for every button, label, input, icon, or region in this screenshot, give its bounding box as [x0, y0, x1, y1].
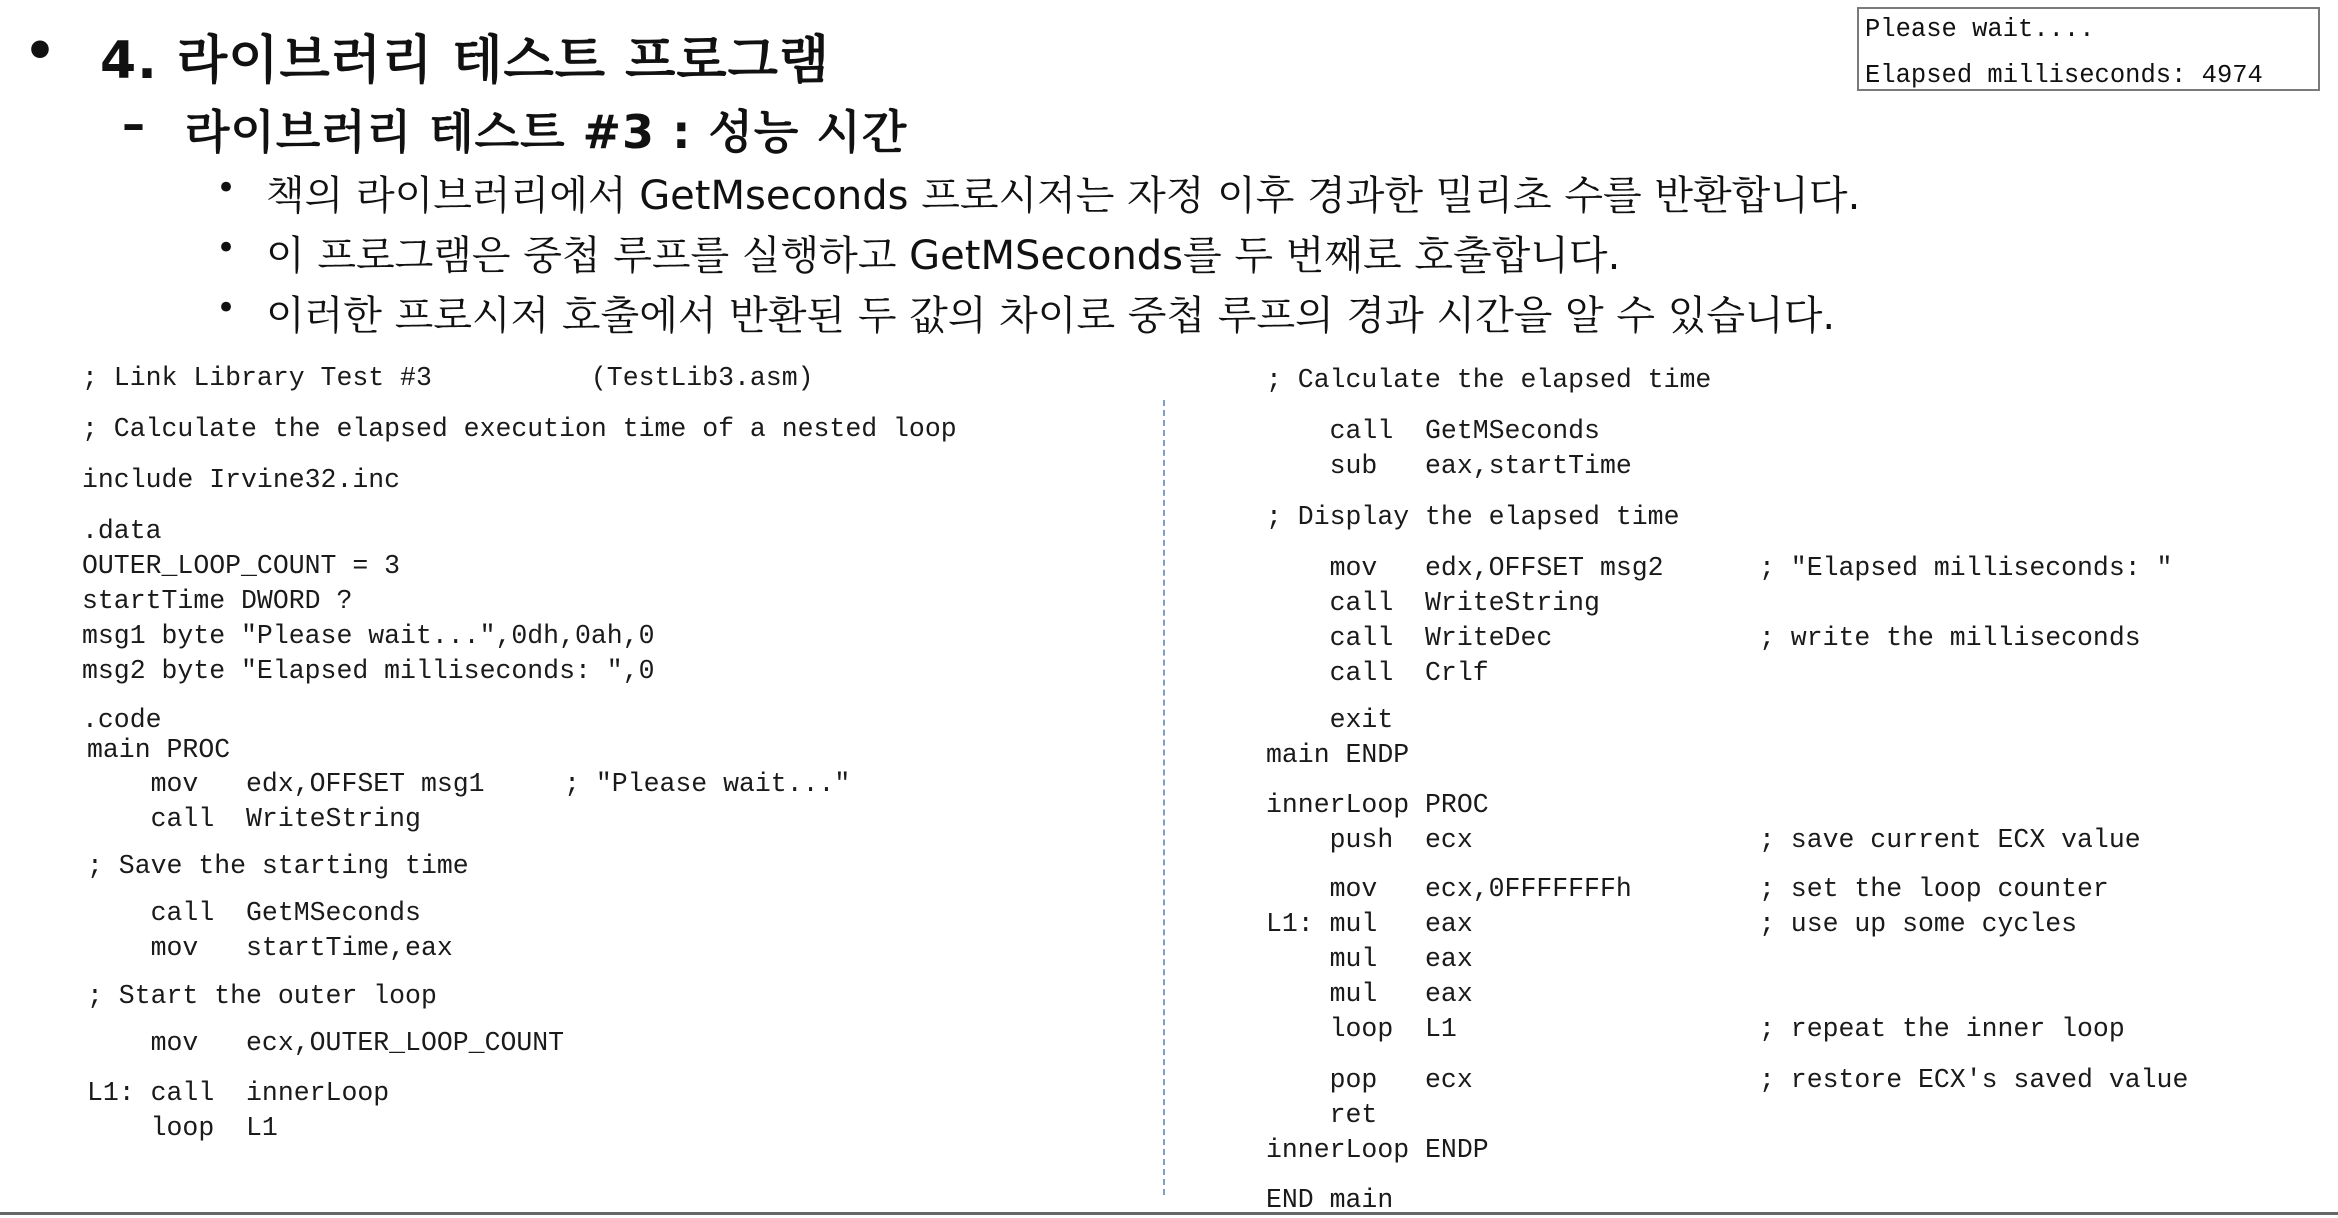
code-line: innerLoop ENDP	[1266, 1135, 1489, 1165]
code-line: ; Calculate the elapsed time	[1266, 365, 1712, 395]
code-line: main PROC	[87, 735, 231, 765]
console-line-please-wait: Please wait....	[1865, 15, 2095, 44]
subheading-dash: –	[122, 97, 145, 151]
code-line: exit	[1266, 705, 1394, 735]
code-line: call GetMSeconds	[87, 898, 421, 928]
code-line: mov ecx,OUTER_LOOP_COUNT	[87, 1028, 565, 1058]
code-line: innerLoop PROC	[1266, 790, 1489, 820]
bullet-item: 이러한 프로시저 호출에서 반환된 두 값의 차이로 중첩 루프의 경과 시간을 알 수 있습니다.	[266, 293, 1836, 339]
console-output-window	[1857, 7, 2320, 91]
code-line: include Irvine32.inc	[82, 465, 401, 495]
bullet-marker: •	[216, 168, 237, 208]
code-line: call WriteString	[87, 804, 421, 834]
code-line: mul eax	[1266, 979, 1473, 1009]
code-line: loop L1	[87, 1113, 278, 1143]
code-line: END main	[1266, 1185, 1394, 1215]
code-line: .code	[82, 705, 162, 735]
code-line: L1: mul eax ; use up some cycles	[1266, 909, 2078, 939]
code-line: startTime DWORD ?	[82, 586, 353, 616]
code-line: msg2 byte "Elapsed milliseconds: ",0	[82, 656, 655, 686]
code-line: loop L1 ; repeat the inner loop	[1266, 1014, 2125, 1044]
code-line: pop ecx ; restore ECX's saved value	[1266, 1065, 2189, 1095]
code-line: .data	[82, 516, 162, 546]
code-line: mov ecx,0FFFFFFFh ; set the loop counter	[1266, 874, 2109, 904]
code-line: ret	[1266, 1100, 1378, 1130]
code-line: call Crlf	[1266, 658, 1489, 688]
code-line: msg1 byte "Please wait...",0dh,0ah,0	[82, 621, 655, 651]
console-line-elapsed: Elapsed milliseconds: 4974	[1865, 61, 2263, 90]
code-line: call WriteString	[1266, 588, 1600, 618]
code-line: OUTER_LOOP_COUNT = 3	[82, 551, 401, 581]
code-line: mov edx,OFFSET msg2 ; "Elapsed milliseconds: "	[1266, 553, 2173, 583]
code-line: call WriteDec ; write the milliseconds	[1266, 623, 2141, 653]
bullet-item: 책의 라이브러리에서 GetMseconds 프로시저는 자정 이후 경과한 밀리초 수를 반환합니다.	[266, 173, 1861, 219]
code-line: call GetMSeconds	[1266, 416, 1600, 446]
code-line: L1: call innerLoop	[87, 1078, 390, 1108]
bullet-marker: •	[216, 288, 237, 328]
section-title: 라이브러리 테스트 #3 : 성능 시간	[185, 105, 908, 159]
bullet-marker: •	[216, 228, 237, 268]
code-line: mul eax	[1266, 944, 1473, 974]
code-line: push ecx ; save current ECX value	[1266, 825, 2141, 855]
page-title: 4. 라이브러리 테스트 프로그램	[100, 31, 831, 91]
code-line: ; Calculate the elapsed execution time of a nested loop	[82, 414, 957, 444]
heading-bullet: •	[24, 22, 56, 80]
slide-bottom-border	[0, 1212, 2338, 1215]
bullet-item: 이 프로그램은 중첩 루프를 실행하고 GetMSeconds를 두 번째로 호출합니다.	[266, 233, 1621, 279]
code-line: ; Save the starting time	[87, 851, 469, 881]
code-line: mov edx,OFFSET msg1 ; "Please wait..."	[87, 769, 851, 799]
code-line: ; Link Library Test #3 (TestLib3.asm)	[82, 363, 814, 393]
code-line: ; Display the elapsed time	[1266, 502, 1680, 532]
code-line: sub eax,startTime	[1266, 451, 1632, 481]
code-line: mov startTime,eax	[87, 933, 453, 963]
column-divider	[1163, 400, 1165, 1195]
code-line: ; Start the outer loop	[87, 981, 437, 1011]
code-line: main ENDP	[1266, 740, 1410, 770]
